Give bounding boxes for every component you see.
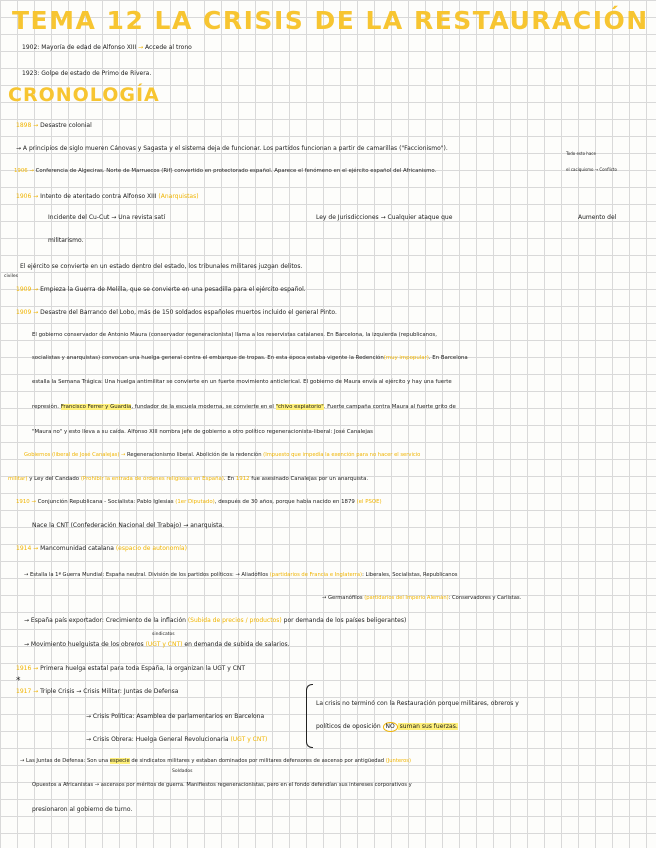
note-text: socialistas y anarquistas) convocan una huelga general contra el embarque de tropas. En esta época estaba vigente la Redención	[32, 355, 384, 361]
yellow-tag: Gobiernos (liberal de José Canalejas) →	[24, 452, 128, 458]
note-text: en demanda de subida de salarios.	[182, 641, 290, 648]
note-text: Empieza la Guerra de Melilla, que se convierte en una pesadilla para el ejército español.	[38, 286, 306, 293]
note-line: El ejército se convierte en un estado dentro del estado, los tribunales militares juzgan delitos.	[20, 263, 303, 270]
intro-year: 1902:	[22, 44, 40, 51]
intro-text: Mayoría de edad de Alfonso XIII	[39, 44, 139, 51]
yellow-tag: (Subida de precios / productos)	[187, 617, 282, 624]
circled-word: NO	[383, 722, 398, 732]
intro-year: 1923:	[22, 70, 40, 77]
year-label: 1909 →	[16, 286, 39, 293]
note-text: y Ley del Candado	[27, 476, 81, 482]
year-label: 1916 →	[16, 665, 39, 672]
star-icon: *	[16, 676, 21, 686]
note-line: → Crisis Política: Asamblea de parlamentarios en Barcelona	[86, 713, 265, 720]
note-line	[24, 451, 420, 459]
note-line	[32, 403, 456, 411]
note-text: , después de 30 años, porque había nacido en 1879	[214, 499, 357, 505]
note-text: por demanda de los países beligerantes)	[281, 617, 407, 624]
margin-note: civiles	[4, 274, 19, 279]
note-line	[24, 617, 406, 625]
highlight: Francisco Ferrer y Guardia	[60, 404, 132, 410]
note-line	[16, 688, 178, 696]
yellow-tag: (UGT y CNT)	[145, 641, 183, 648]
note-line	[8, 475, 368, 483]
note-line	[14, 167, 436, 175]
note-text: Desastre del Barranco del Lobo, más de 150 soldados españoles muertos incluido el general Pinto.	[38, 309, 337, 316]
note-line	[322, 594, 521, 602]
note-line	[16, 665, 245, 673]
yellow-tag: (Junteros)	[385, 758, 411, 764]
note-text: Regeneracionismo liberal. Abolición de la redención	[127, 452, 264, 458]
year-label: 1912	[235, 476, 250, 482]
highlight: suman sus fuerzas.	[397, 723, 458, 730]
note-line	[86, 736, 267, 744]
yellow-tag: (Impuesto que impedía la exención para no hacer el servicio	[263, 452, 421, 458]
yellow-tag: (partidarios del Imperio Alemán)	[364, 595, 449, 601]
note-line: La crisis no terminó con la Restauración porque militares, obreros y	[316, 700, 519, 707]
note-text: fue asesinado Canalejas por un anarquista.	[249, 476, 369, 482]
note-line: presionaron al gobierno de turno.	[32, 806, 133, 813]
note-line: Aumento del	[578, 214, 617, 221]
note-line	[16, 498, 382, 506]
margin-note: el caciquismo → Conflicto	[566, 167, 617, 172]
note-line	[32, 354, 468, 362]
note-text: Intento de atentado contra Alfonso XIII	[38, 193, 159, 200]
intro-tail: Accede al trono	[143, 44, 192, 51]
note-text: Conferencia de Algeciras. Norte de Marruecos (Rif) convertido en protectorado español. Aparece el fenómeno en el ejército español del Africanismo.	[33, 168, 437, 174]
year-label: 1910 →	[16, 499, 36, 505]
year-label: 1909 →	[16, 309, 39, 316]
note-text: Desastre colonial	[38, 122, 92, 129]
note-line	[16, 193, 199, 201]
note-line: Ley de Jurisdicciones → Cualquier ataque que	[316, 214, 453, 221]
note-text: . Fuerte campaña contra Maura al fuerte grito de	[323, 404, 456, 410]
note-text: → Germanófilos	[322, 595, 365, 601]
highlight: "chivo expiatorio"	[275, 404, 324, 410]
intro-line-1	[22, 44, 192, 52]
note-text: , fundador de la escuela moderna, se convierte en el	[131, 404, 276, 410]
note-text: → España país exportador: Crecimiento de la inflación	[24, 617, 188, 624]
note-line: Incidente del Cu-Cut → Una revista satí	[48, 214, 166, 221]
note-text: Primera huelga estatal para toda España, la organizan la UGT y CNT	[38, 665, 246, 672]
note-line: estalla la Semana Trágica: Una huelga antimilitar se convierte en un fuerte movimiento anticlerical. El gobierno de Maura envía al ejército y hay una fuerte	[32, 379, 452, 385]
note-line	[16, 309, 337, 317]
year-label: 1906 →	[16, 193, 39, 200]
yellow-tag: militar)	[8, 476, 28, 482]
note-text: : Conservadores y Carlistas.	[448, 595, 522, 601]
year-label: 1906 →	[14, 168, 34, 174]
note-text: → Crisis Obrera: Huelga General Revolucionaria	[86, 736, 231, 743]
yellow-tag: (partidarios de Francia e Inglaterra)	[269, 572, 363, 578]
note-line	[16, 286, 306, 294]
note-line: Opuestos a Africanistas → ascensos por méritos de guerra. Manifiestos regeneracionistas, pero en el fondo defendían sus intereses corporativos y	[32, 782, 412, 788]
arrow-icon: →	[138, 44, 144, 51]
note-line: "Maura no" y esto lleva a su caída. Alfonso XIII nombra jefe de gobierno a otro político regeneracionista-liberal: José Canalejas	[32, 429, 373, 435]
yellow-tag: (Prohibir la entrada de órdenes religiosas en España)	[80, 476, 224, 482]
page-title: TEMA 12 LA CRISIS DE LA RESTAURACIÓN	[12, 6, 649, 35]
note-text: Triple Crisis	[38, 688, 77, 695]
note-text: → Las Juntas de Defensa: Son una	[20, 758, 110, 764]
note-line	[16, 545, 187, 553]
note-line	[16, 122, 92, 130]
note-line	[24, 641, 290, 649]
note-text: → Movimiento huelguista de los obreros	[24, 641, 146, 648]
year-label: 1898 →	[16, 122, 39, 129]
note-line: militarismo.	[48, 237, 84, 244]
margin-note: Soldados	[172, 769, 193, 774]
note-line	[20, 757, 411, 765]
margin-note: Todo esto hace	[566, 151, 596, 156]
note-text: Conjunción Republicana - Socialista: Pablo Iglesias	[35, 499, 176, 505]
section-heading: CRONOLOGÍA	[8, 84, 160, 106]
note-line	[316, 722, 458, 732]
note-line: → A principios de siglo mueren Cánovas y Sagasta y el sistema deja de funcionar. Los partidos funcionan a partir de camarillas ("Faccionismo").	[16, 145, 448, 152]
note-text: . En Barcelona	[428, 355, 468, 361]
yellow-tag: (el PSOE)	[356, 499, 382, 505]
year-label: 1914 →	[16, 545, 39, 552]
note-text: : Liberales, Socialistas, Republicanos	[362, 572, 458, 578]
note-text: → Aliadófilos	[235, 572, 270, 578]
yellow-tag: (Anarquistas)	[158, 193, 199, 200]
bracket	[306, 684, 313, 748]
note-text: políticos de oposición	[316, 723, 383, 730]
year-label: 1917 →	[16, 688, 39, 695]
yellow-tag: (muy impopular)	[383, 355, 429, 361]
highlight: especie	[109, 758, 130, 764]
intro-line-2	[22, 70, 151, 78]
note-text: de sindicatos militares y estaban dominados por militares defensores de ascenso por antigüedad	[129, 758, 386, 764]
intro-text: Golpe de estado de Primo de Rivera.	[39, 70, 152, 77]
note-text: . En	[223, 476, 236, 482]
yellow-tag: (espacio de autonomía)	[115, 545, 187, 552]
note-line	[24, 571, 457, 579]
note-text: represión.	[32, 404, 61, 410]
note-line: Nace la CNT (Confederación Nacional del Trabajo) → anarquista.	[32, 522, 225, 529]
note-text: → Crisis Militar: Juntas de Defensa	[76, 688, 179, 695]
note-text: → Estalla la 1ª Guerra Mundial: España neutral. División de los partidos políticos:	[24, 572, 236, 578]
note-text: Mancomunidad catalana	[38, 545, 116, 552]
margin-note: sindicatos	[152, 632, 175, 637]
note-line: El gobierno conservador de Antonio Maura (conservador regeneracionista) llama a los reservistas catalanes. En Barcelona, la izquierda (republicanos,	[32, 332, 437, 338]
yellow-tag: (1er Diputado)	[175, 499, 215, 505]
yellow-tag: (UGT y CNT)	[230, 736, 268, 743]
